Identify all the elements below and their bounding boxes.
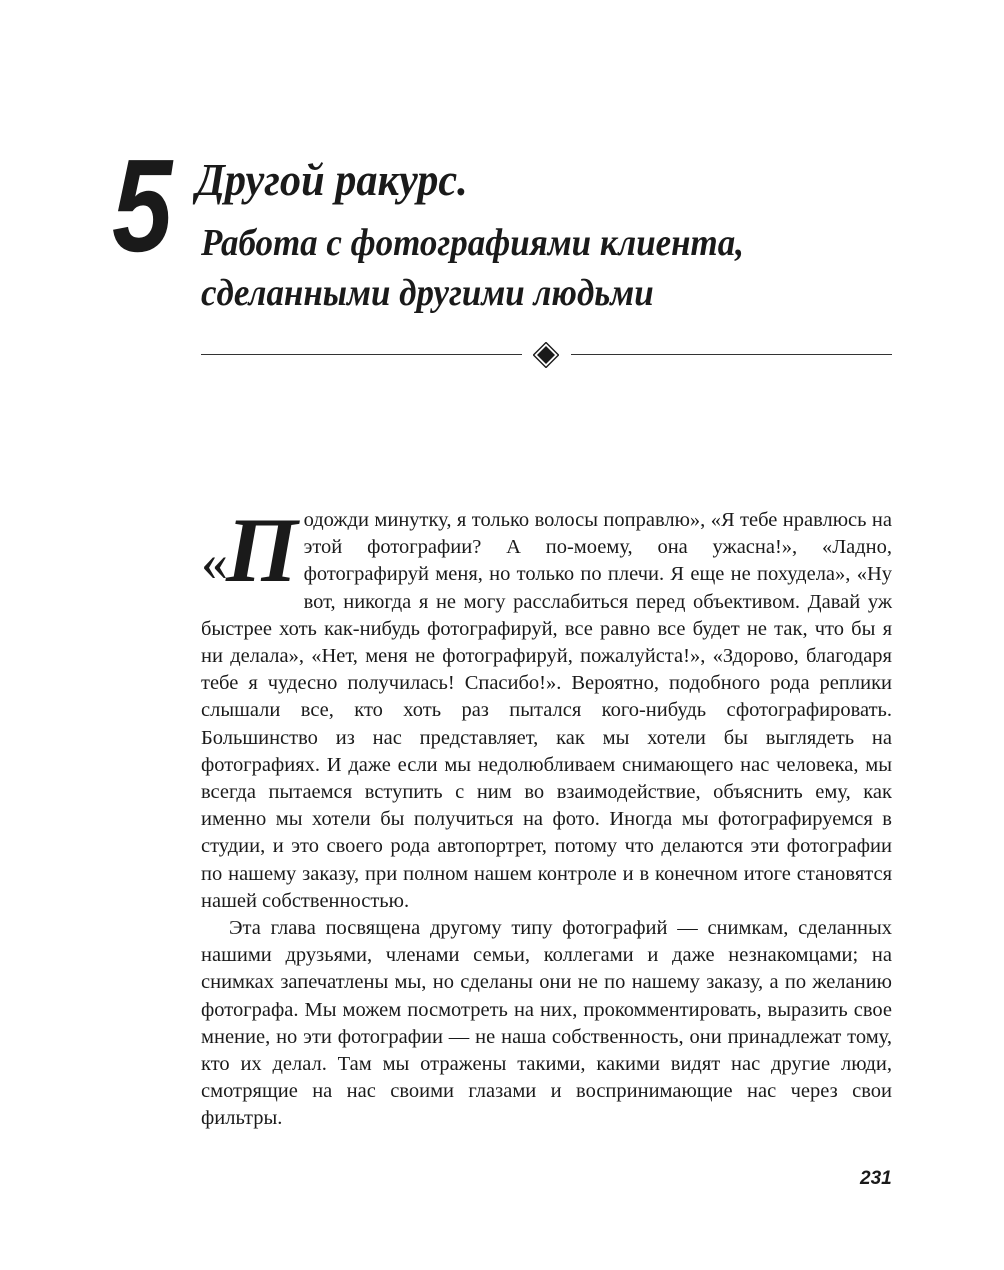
chapter-subtitle xyxy=(201,218,744,318)
chapter-number: 5 xyxy=(112,132,169,279)
drop-cap xyxy=(201,499,298,601)
page-number: 231 xyxy=(860,1168,892,1189)
paragraph-2: Эта глава посвящена другому типу фотографий — снимкам, сделанных нашими друзьями, членами семьи, коллегами и даже незнакомцами; на снимках запечатлены мы, но сделаны они не по нашему заказу, а по желанию фотографа. Мы можем посмотреть на них, прокомментировать, выразить свое мнение, но эти фотографии — не наша собственность, они принадлежат тому, кто их делал. Там мы отражены такими, какими видят нас другие люди, смотрящие на нас своими глазами и воспринимающие нас через свои фильтры. xyxy=(201,917,892,1130)
drop-cap-quote: « xyxy=(201,532,228,592)
drop-cap-letter: П xyxy=(226,499,298,601)
paragraph-1 xyxy=(201,499,892,915)
divider-rule-right xyxy=(571,354,892,355)
divider-rule-left xyxy=(201,354,522,355)
chapter-title: Другой ракурс. xyxy=(196,154,468,205)
diamond-ornament-icon xyxy=(533,342,559,368)
chapter-body xyxy=(201,499,892,1133)
chapter-subtitle-line-2: сделанными другими людьми xyxy=(201,272,654,314)
chapter-subtitle-line-1: Работа с фотографиями клиента, xyxy=(201,222,744,264)
paragraph-1-text: одожди минутку, я только волосы поправлю», «Я тебе нравлюсь на этой фотографии? А по-моему, она ужасна!», «Ладно, фотографируй меня, но только по плечи. Я еще не похудела», «Ну вот, никогда я не могу расслабиться перед объективом. Давай уж быстрее хоть как-нибудь фотографируй, все равно все будет не так, что бы я ни делала», «Нет, меня не фотографируй, пожалуйста!», «Здорово, благодаря тебе я чудесно получилась! Спасибо!». Вероятно, подобного рода реплики слышали все, кто хоть раз пытался кого-нибудь сфотографировать. Большинство из нас представляет, как мы хотели бы выглядеть на фотографиях. И даже если мы недолюбливаем снимающего нас человека, мы всегда пытаемся вступить с ним во взаимодействие, объяснить ему, как именно мы хотели бы получиться на фото. Иногда мы фотографируемся в студии, и это своего рода автопортрет, потому что делаются эти фотографии по нашему заказу, при полном нашем контроле и в конечном итоге становятся нашей собственностью. xyxy=(201,509,892,912)
